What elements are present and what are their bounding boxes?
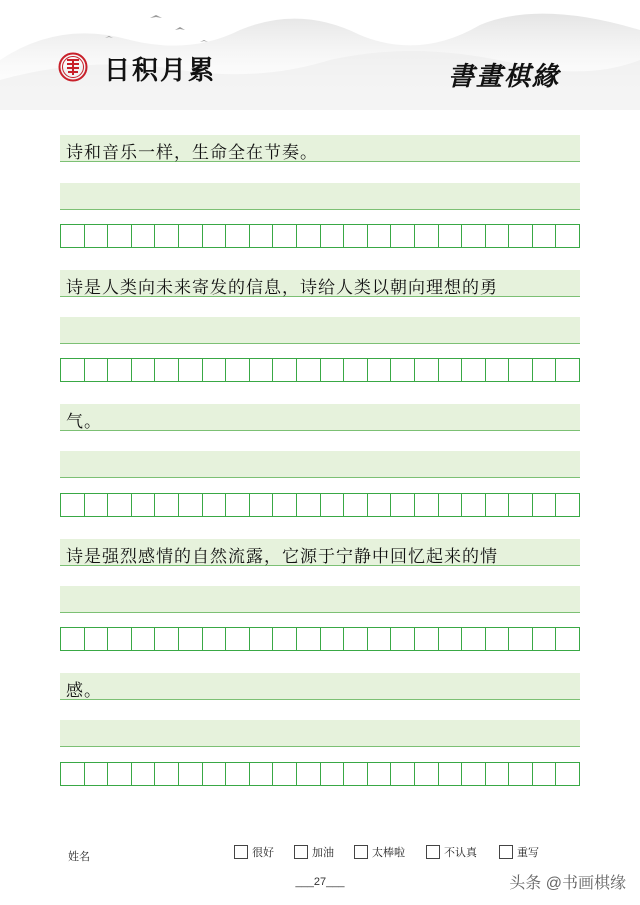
grid-cell[interactable] xyxy=(225,224,249,248)
grid-cell[interactable] xyxy=(390,627,414,651)
grid-cell[interactable] xyxy=(107,762,131,786)
poem-line: 感。 xyxy=(66,681,102,701)
grid-cell[interactable] xyxy=(249,762,273,786)
grid-cell[interactable] xyxy=(272,493,296,517)
header-title-left: 日积月累 xyxy=(104,56,217,86)
grid-cell[interactable] xyxy=(485,358,509,382)
grid-cell[interactable] xyxy=(60,358,84,382)
grid-cell[interactable] xyxy=(367,627,391,651)
grid-cell[interactable] xyxy=(154,627,178,651)
grid-cell[interactable] xyxy=(508,224,532,248)
grid-cell[interactable] xyxy=(555,762,580,786)
rating-option-very-good[interactable] xyxy=(234,844,274,860)
mountain-mist-decoration xyxy=(0,0,640,110)
grid-cell[interactable] xyxy=(367,493,391,517)
grid-cell[interactable] xyxy=(202,493,226,517)
grid-cell[interactable] xyxy=(296,224,320,248)
grid-cell[interactable] xyxy=(154,762,178,786)
grid-cell[interactable] xyxy=(60,627,84,651)
practice-grid[interactable] xyxy=(60,358,580,382)
grid-cell[interactable] xyxy=(555,627,580,651)
grid-cell[interactable] xyxy=(131,762,155,786)
practice-grid[interactable] xyxy=(60,627,580,651)
grid-cell[interactable] xyxy=(343,224,367,248)
rating-label: 很好 xyxy=(252,846,274,859)
grid-cell[interactable] xyxy=(414,224,438,248)
grid-cell[interactable] xyxy=(60,224,84,248)
grid-cell[interactable] xyxy=(532,224,556,248)
grid-cell[interactable] xyxy=(296,762,320,786)
checkbox[interactable] xyxy=(294,845,308,859)
checkbox[interactable] xyxy=(354,845,368,859)
grid-cell[interactable] xyxy=(225,493,249,517)
text-band xyxy=(60,404,580,431)
blank-band xyxy=(60,451,580,478)
grid-cell[interactable] xyxy=(249,627,273,651)
grid-cell[interactable] xyxy=(84,762,108,786)
poem-line: 诗是人类向未来寄发的信息，诗给人类以朝向理想的勇 xyxy=(66,278,498,298)
grid-cell[interactable] xyxy=(485,224,509,248)
grid-cell[interactable] xyxy=(131,493,155,517)
grid-cell[interactable] xyxy=(438,762,462,786)
grid-cell[interactable] xyxy=(555,358,580,382)
grid-cell[interactable] xyxy=(320,627,344,651)
grid-cell[interactable] xyxy=(84,224,108,248)
grid-cell[interactable] xyxy=(202,627,226,651)
grid-cell[interactable] xyxy=(461,224,485,248)
checkbox[interactable] xyxy=(499,845,513,859)
grid-cell[interactable] xyxy=(178,627,202,651)
grid-cell[interactable] xyxy=(461,762,485,786)
grid-cell[interactable] xyxy=(178,224,202,248)
blank-band xyxy=(60,317,580,344)
grid-cell[interactable] xyxy=(367,224,391,248)
grid-cell[interactable] xyxy=(225,358,249,382)
blank-band xyxy=(60,720,580,747)
poem-line: 诗和音乐一样，生命全在节奏。 xyxy=(66,143,318,163)
rating-option-rewrite[interactable] xyxy=(499,844,539,860)
rating-option-keep-going[interactable] xyxy=(294,844,334,860)
blank-band xyxy=(60,586,580,613)
grid-cell[interactable] xyxy=(438,493,462,517)
grid-cell[interactable] xyxy=(414,358,438,382)
grid-cell[interactable] xyxy=(178,358,202,382)
grid-cell[interactable] xyxy=(202,224,226,248)
grid-cell[interactable] xyxy=(107,358,131,382)
grid-cell[interactable] xyxy=(84,358,108,382)
grid-cell[interactable] xyxy=(461,627,485,651)
grid-cell[interactable] xyxy=(249,224,273,248)
rating-option-careless[interactable] xyxy=(426,844,477,860)
grid-cell[interactable] xyxy=(555,493,580,517)
practice-grid[interactable] xyxy=(60,762,580,786)
grid-cell[interactable] xyxy=(390,762,414,786)
grid-cell[interactable] xyxy=(154,493,178,517)
grid-cell[interactable] xyxy=(390,493,414,517)
grid-cell[interactable] xyxy=(461,358,485,382)
grid-cell[interactable] xyxy=(485,762,509,786)
grid-cell[interactable] xyxy=(390,224,414,248)
grid-cell[interactable] xyxy=(296,627,320,651)
grid-cell[interactable] xyxy=(60,493,84,517)
text-band xyxy=(60,673,580,700)
grid-cell[interactable] xyxy=(320,493,344,517)
grid-cell[interactable] xyxy=(107,627,131,651)
rating-option-excellent[interactable] xyxy=(354,844,405,860)
footer xyxy=(0,842,640,872)
grid-cell[interactable] xyxy=(461,493,485,517)
page-number: ___27___ xyxy=(295,876,345,888)
grid-cell[interactable] xyxy=(84,493,108,517)
grid-cell[interactable] xyxy=(485,493,509,517)
rating-label: 重写 xyxy=(517,846,539,859)
rating-label: 太棒啦 xyxy=(372,846,405,859)
grid-cell[interactable] xyxy=(508,762,532,786)
grid-cell[interactable] xyxy=(320,358,344,382)
grid-cell[interactable] xyxy=(508,627,532,651)
seal-logo-icon xyxy=(58,52,88,82)
practice-grid[interactable] xyxy=(60,493,580,517)
grid-cell[interactable] xyxy=(320,224,344,248)
grid-cell[interactable] xyxy=(367,762,391,786)
grid-cell[interactable] xyxy=(532,627,556,651)
grid-cell[interactable] xyxy=(107,493,131,517)
grid-cell[interactable] xyxy=(296,493,320,517)
grid-cell[interactable] xyxy=(508,358,532,382)
poem-line: 气。 xyxy=(66,412,102,432)
rating-label: 加油 xyxy=(312,846,334,859)
grid-cell[interactable] xyxy=(532,493,556,517)
grid-cell[interactable] xyxy=(414,762,438,786)
grid-cell[interactable] xyxy=(131,358,155,382)
text-band xyxy=(60,135,580,162)
grid-cell[interactable] xyxy=(320,762,344,786)
grid-cell[interactable] xyxy=(367,358,391,382)
grid-cell[interactable] xyxy=(390,358,414,382)
grid-cell[interactable] xyxy=(296,358,320,382)
grid-cell[interactable] xyxy=(202,762,226,786)
poem-line: 诗是强烈感情的自然流露，它源于宁静中回忆起来的情 xyxy=(66,547,498,567)
grid-cell[interactable] xyxy=(555,224,580,248)
grid-cell[interactable] xyxy=(225,627,249,651)
grid-cell[interactable] xyxy=(343,493,367,517)
watermark: 头条 @书画棋缘 xyxy=(509,875,626,892)
text-band xyxy=(60,270,580,297)
grid-cell[interactable] xyxy=(438,224,462,248)
grid-cell[interactable] xyxy=(202,358,226,382)
grid-cell[interactable] xyxy=(131,627,155,651)
text-band xyxy=(60,539,580,566)
grid-cell[interactable] xyxy=(131,224,155,248)
name-label: 姓名 xyxy=(68,850,90,863)
rating-label: 不认真 xyxy=(444,846,477,859)
grid-cell[interactable] xyxy=(154,358,178,382)
grid-cell[interactable] xyxy=(107,224,131,248)
grid-cell[interactable] xyxy=(60,762,84,786)
grid-cell[interactable] xyxy=(178,493,202,517)
grid-cell[interactable] xyxy=(249,493,273,517)
grid-cell[interactable] xyxy=(178,762,202,786)
checkbox[interactable] xyxy=(426,845,440,859)
grid-cell[interactable] xyxy=(272,224,296,248)
grid-cell[interactable] xyxy=(249,358,273,382)
grid-cell[interactable] xyxy=(438,627,462,651)
grid-cell[interactable] xyxy=(272,627,296,651)
practice-grid[interactable] xyxy=(60,224,580,248)
grid-cell[interactable] xyxy=(532,358,556,382)
grid-cell[interactable] xyxy=(225,762,249,786)
page-number-value: 27 xyxy=(313,876,327,888)
grid-cell[interactable] xyxy=(84,627,108,651)
grid-cell[interactable] xyxy=(532,762,556,786)
grid-cell[interactable] xyxy=(343,358,367,382)
blank-band xyxy=(60,183,580,210)
header-title-right: 書畫棋緣 xyxy=(447,62,560,92)
grid-cell[interactable] xyxy=(343,762,367,786)
grid-cell[interactable] xyxy=(272,762,296,786)
grid-cell[interactable] xyxy=(438,358,462,382)
grid-cell[interactable] xyxy=(414,493,438,517)
grid-cell[interactable] xyxy=(343,627,367,651)
grid-cell[interactable] xyxy=(485,627,509,651)
grid-cell[interactable] xyxy=(154,224,178,248)
grid-cell[interactable] xyxy=(272,358,296,382)
grid-cell[interactable] xyxy=(414,627,438,651)
checkbox[interactable] xyxy=(234,845,248,859)
grid-cell[interactable] xyxy=(508,493,532,517)
